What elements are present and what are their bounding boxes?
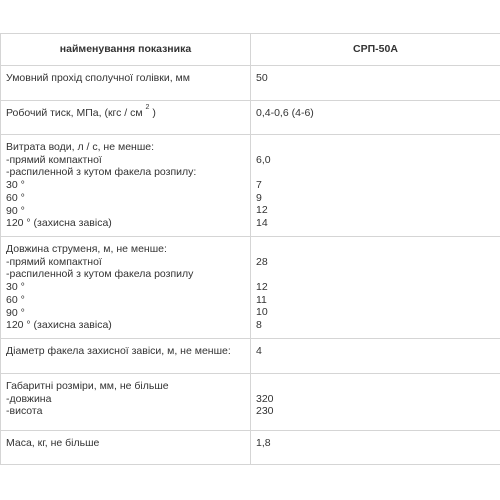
row-value	[251, 101, 500, 135]
value-line: 14	[256, 217, 268, 230]
label-superscript: 2	[145, 103, 150, 111]
row-label	[1, 66, 251, 101]
value-line-blank	[256, 268, 495, 281]
label-line	[6, 103, 245, 120]
label-line: -прямий компактної	[6, 255, 102, 268]
value-line: 1,8	[256, 436, 271, 449]
label-suffix: )	[152, 107, 156, 119]
label-line: 60 °	[6, 293, 25, 306]
row-value	[251, 135, 500, 237]
label-line: 60 °	[6, 191, 25, 204]
value-line: 12	[256, 281, 268, 294]
row-label	[1, 135, 251, 237]
table-row	[1, 101, 500, 135]
label-line: -довжина	[6, 392, 52, 405]
value-line-blank	[256, 166, 495, 179]
value-line: 11	[256, 293, 267, 306]
label-line: Довжина струменя, м, не менше:	[6, 243, 167, 255]
row-label	[1, 430, 251, 464]
value-line: 9	[256, 191, 262, 204]
spec-table	[0, 33, 500, 465]
table-row	[1, 430, 500, 464]
label-line: Витрата води, л / с, не менше:	[6, 141, 155, 153]
label-line: 30 °	[6, 281, 25, 294]
value-line-blank	[256, 243, 495, 256]
value-line: 6,0	[256, 153, 271, 166]
value-line: 8	[256, 319, 262, 332]
table-row	[1, 237, 500, 339]
table-row	[1, 373, 500, 430]
table-row	[1, 66, 500, 101]
value-line: 230	[256, 405, 274, 418]
label-line: -висота	[6, 405, 43, 418]
label-line: Габаритні розміри, мм, не більше	[6, 379, 169, 392]
label-line: 30 °	[6, 179, 25, 192]
label-line: 120 ° (захисна завіса)	[6, 319, 112, 332]
table-row	[1, 338, 500, 373]
label-line: Маса, кг, не більше	[6, 436, 100, 449]
row-label	[1, 101, 251, 135]
row-label	[1, 338, 251, 373]
value-line: 320	[256, 392, 274, 405]
row-label	[1, 373, 251, 430]
label-line: -прямий компактної	[6, 153, 102, 166]
label-line: 90 °	[6, 306, 25, 319]
header-model: СРП-50А	[251, 34, 500, 66]
header-parameter-name: найменування показника	[1, 34, 251, 66]
value-line: 4	[256, 344, 262, 357]
value-line: 28	[256, 255, 268, 268]
row-value	[251, 430, 500, 464]
table-row	[1, 135, 500, 237]
row-value	[251, 66, 500, 101]
value-line-blank	[256, 380, 495, 393]
value-line: 12	[256, 204, 268, 217]
row-label	[1, 237, 251, 339]
label-line: Діаметр факела захисної завіси, м, не менше:	[6, 344, 231, 357]
value-line: 50	[256, 72, 268, 84]
row-value	[251, 338, 500, 373]
value-line: 0,4-0,6 (4-6)	[256, 107, 314, 119]
label-line: Умовний прохід сполучної голівки, мм	[6, 72, 190, 84]
table-header-row	[1, 34, 500, 66]
value-line: 7	[256, 179, 262, 192]
label-line: 120 ° (захисна завіса)	[6, 217, 112, 230]
value-line: 10	[256, 306, 268, 319]
label-prefix: Робочий тиск, МПа, (кгс / см	[6, 107, 143, 119]
label-line: 90 °	[6, 204, 25, 217]
row-value	[251, 237, 500, 339]
row-value	[251, 373, 500, 430]
label-line: -распиленной з кутом факела розпилу:	[6, 166, 197, 179]
value-line-blank	[256, 141, 495, 154]
label-line: -распиленной з кутом факела розпилу	[6, 268, 194, 281]
